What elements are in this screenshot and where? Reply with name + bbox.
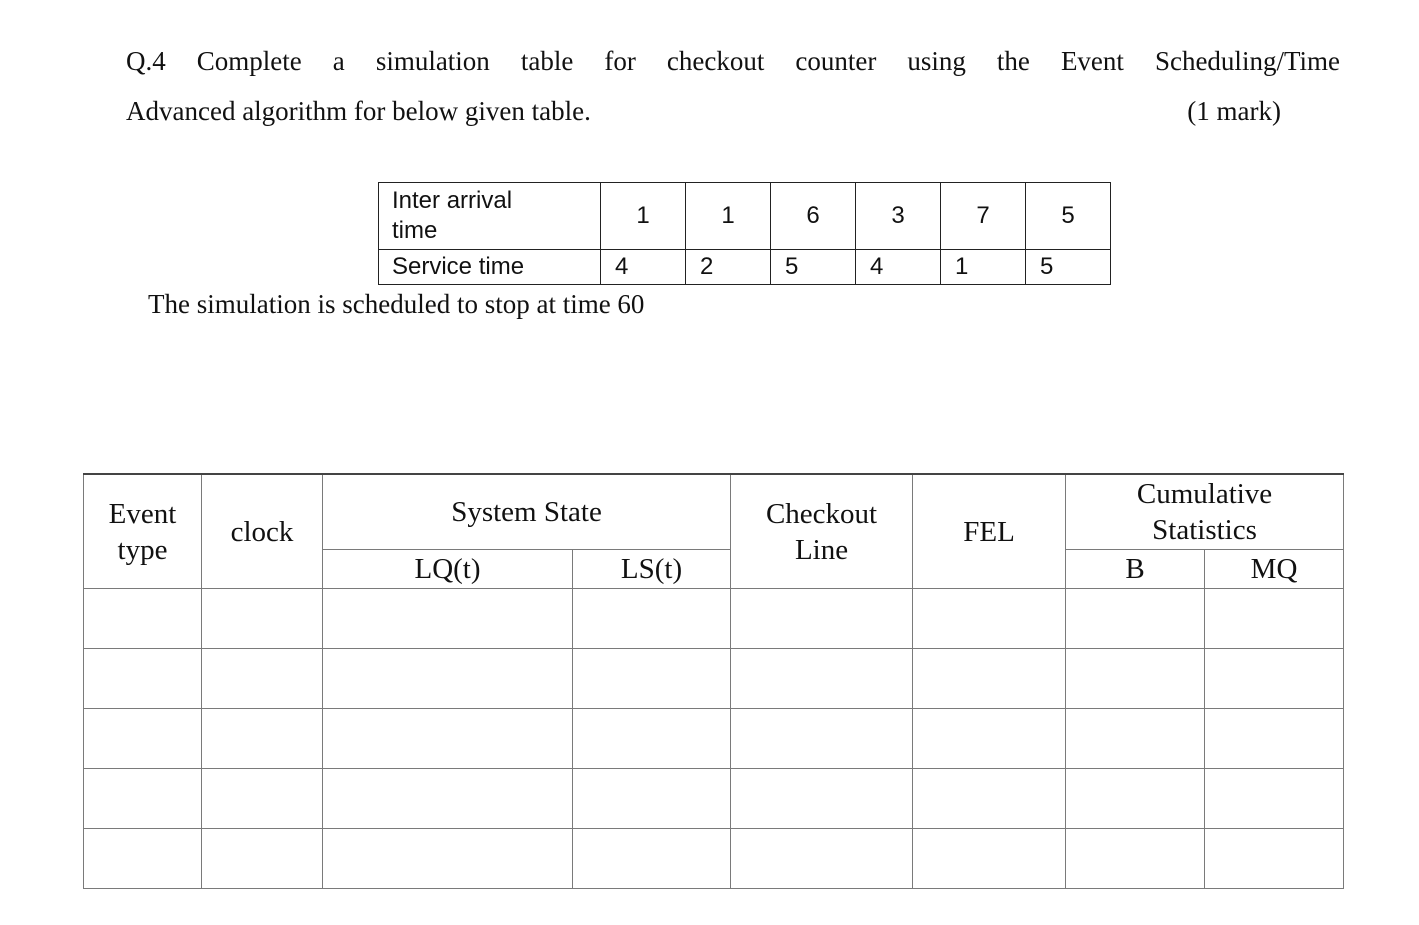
table-cell <box>202 709 323 769</box>
event-type-header <box>84 474 202 589</box>
question-word: Event <box>1060 46 1124 76</box>
table-row <box>84 649 1344 709</box>
inter-arrival-value: 5 <box>1026 183 1111 250</box>
table-cell <box>573 769 731 829</box>
table-cell <box>913 589 1066 649</box>
question-word: for <box>604 46 636 76</box>
table-cell <box>913 769 1066 829</box>
inter-arrival-value: 3 <box>856 183 941 250</box>
inter-arrival-value: 1 <box>686 183 771 250</box>
stop-time-note: The simulation is scheduled to stop at time 60 <box>148 289 645 319</box>
service-time-value: 4 <box>856 250 941 285</box>
inter-arrival-label <box>379 183 601 250</box>
service-time-value: 4 <box>601 250 686 285</box>
question-text-continued: Advanced algorithm for below given table. <box>126 96 591 126</box>
service-time-value: 2 <box>686 250 771 285</box>
b-header: B <box>1066 550 1205 589</box>
simulation-table <box>83 473 1344 889</box>
table-row <box>84 709 1344 769</box>
inter-arrival-label-line2: time <box>392 217 438 244</box>
table-cell <box>1205 769 1344 829</box>
question-word: a <box>332 46 345 76</box>
table-cell <box>323 589 573 649</box>
checkout-line-header-line1: Checkout <box>765 497 878 530</box>
table-cell <box>323 709 573 769</box>
table-row <box>84 829 1344 889</box>
table-row <box>84 589 1344 649</box>
table-cell <box>1205 709 1344 769</box>
question-word: using <box>907 46 966 76</box>
table-row <box>84 769 1344 829</box>
question-word: table <box>520 46 574 76</box>
table-cell <box>323 829 573 889</box>
question-line-1 <box>126 44 1340 78</box>
service-time-row <box>379 250 1111 285</box>
event-type-header-line1: Event <box>108 497 177 530</box>
table-cell <box>84 589 202 649</box>
table-cell <box>913 649 1066 709</box>
table-cell <box>731 649 913 709</box>
table-cell <box>202 769 323 829</box>
table-cell <box>1066 589 1205 649</box>
inter-arrival-row <box>379 183 1111 250</box>
question-word: Q.4 <box>126 46 166 76</box>
table-cell <box>1205 829 1344 889</box>
table-cell <box>1205 649 1344 709</box>
service-time-value: 1 <box>941 250 1026 285</box>
question-word: simulation <box>375 46 490 76</box>
table-cell <box>323 649 573 709</box>
clock-header: clock <box>202 474 323 589</box>
table-cell <box>202 589 323 649</box>
event-type-header-line2: type <box>117 533 168 566</box>
checkout-line-header-line2: Line <box>794 533 849 566</box>
fel-header: FEL <box>913 474 1066 589</box>
cumulative-statistics-header <box>1066 474 1344 550</box>
inter-arrival-label-line1: Inter arrival <box>392 187 513 214</box>
table-cell <box>1066 769 1205 829</box>
checkout-line-header <box>731 474 913 589</box>
table-cell <box>573 649 731 709</box>
mq-header: MQ <box>1205 550 1344 589</box>
table-cell <box>202 829 323 889</box>
table-cell <box>1066 649 1205 709</box>
cumulative-header-line2: Statistics <box>1152 514 1257 546</box>
lq-header: LQ(t) <box>323 550 573 589</box>
table-cell <box>731 709 913 769</box>
question-line-2 <box>126 94 1281 128</box>
table-cell <box>573 829 731 889</box>
system-state-header: System State <box>323 474 731 550</box>
input-data-table <box>378 182 1111 285</box>
marks-label: (1 mark) <box>1187 96 1281 126</box>
table-cell <box>84 709 202 769</box>
ls-header: LS(t) <box>573 550 731 589</box>
question-word: the <box>996 46 1030 76</box>
inter-arrival-value: 7 <box>941 183 1026 250</box>
inter-arrival-value: 1 <box>601 183 686 250</box>
table-cell <box>323 769 573 829</box>
service-time-value: 5 <box>1026 250 1111 285</box>
table-cell <box>1066 709 1205 769</box>
cumulative-header-line1: Cumulative <box>1136 478 1273 510</box>
table-cell <box>731 589 913 649</box>
service-time-label: Service time <box>379 250 601 285</box>
header-row-1 <box>84 474 1344 550</box>
table-cell <box>573 589 731 649</box>
question-word: Complete <box>196 46 302 76</box>
table-cell <box>1205 589 1344 649</box>
table-cell <box>1066 829 1205 889</box>
service-time-value: 5 <box>771 250 856 285</box>
table-cell <box>84 649 202 709</box>
table-cell <box>84 829 202 889</box>
question-word: counter <box>795 46 877 76</box>
table-cell <box>731 829 913 889</box>
table-cell <box>913 709 1066 769</box>
table-cell <box>913 829 1066 889</box>
table-cell <box>731 769 913 829</box>
question-word: checkout <box>666 46 765 76</box>
inter-arrival-value: 6 <box>771 183 856 250</box>
table-cell <box>202 649 323 709</box>
table-cell <box>573 709 731 769</box>
question-word: Scheduling/Time <box>1154 46 1340 76</box>
table-cell <box>84 769 202 829</box>
